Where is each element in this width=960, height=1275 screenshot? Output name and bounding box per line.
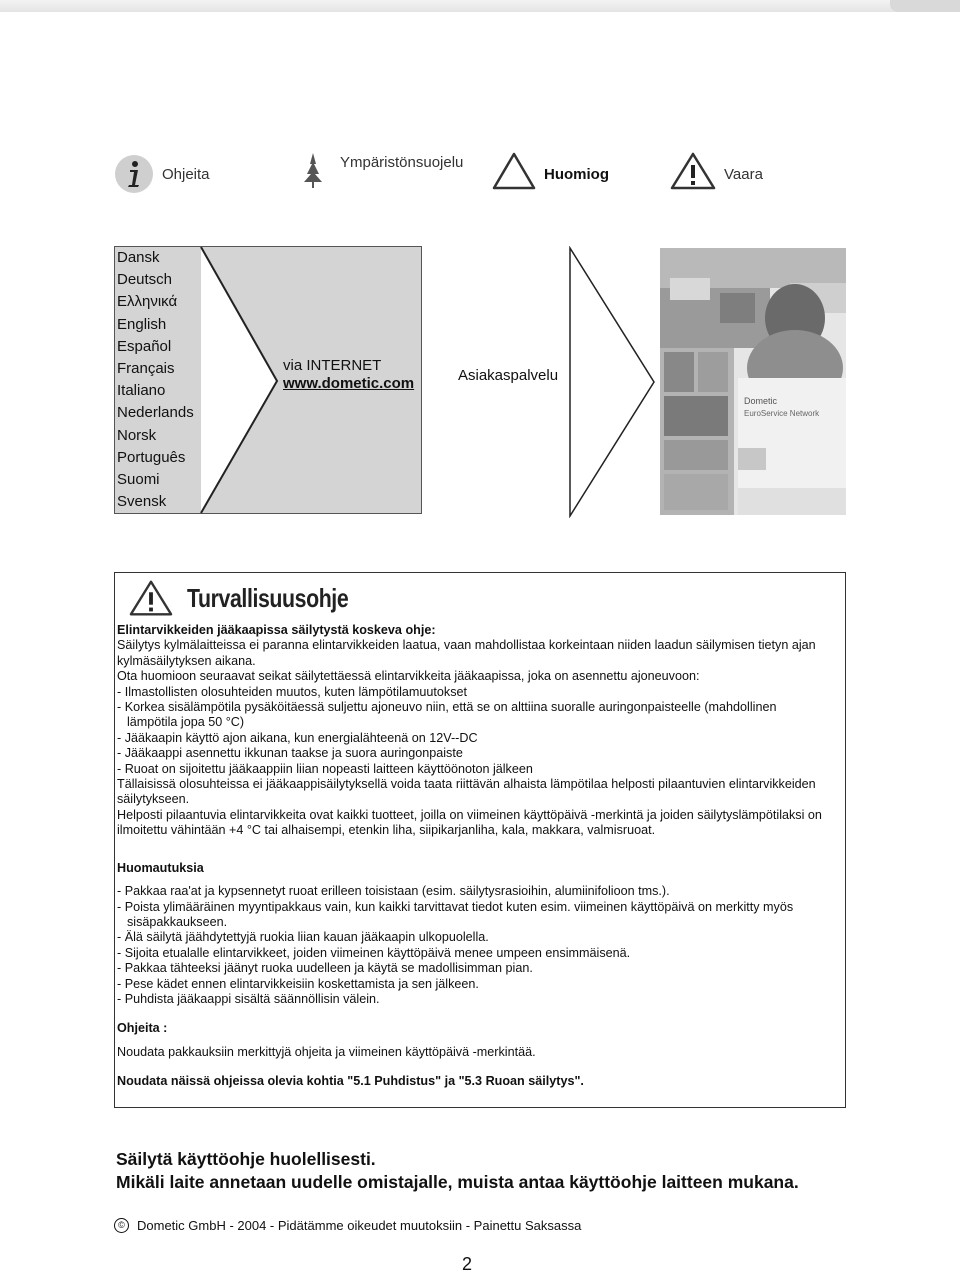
footer-notice — [116, 1148, 799, 1194]
language-box — [114, 246, 422, 514]
language-item: Suomi — [117, 470, 160, 488]
language-item: Español — [117, 337, 172, 355]
copyright-line — [114, 1218, 581, 1233]
safety-item: - Korkea sisälämpötila pysäköitäessä suljettu ajoneuvo niin, että se on alttiina suoralle auringonpaisteelle (mahdollinen — [117, 700, 777, 715]
safety-box — [114, 572, 846, 1108]
ohjeita-heading: Ohjeita : — [117, 1021, 168, 1036]
safety-paragraph: Helposti pilaantuvia elintarvikkeita ovat kaikki tuotteet, joilla on viimeinen käyttöpäivä -merkintä ja joiden säilytyslämpötilaksi on ilmoitettu vähintään +4 °C tai alhaisempi, etenkin liha, siipikarjanliha, kala, makkara, valmisruoat. — [117, 807, 822, 838]
note-item: - Älä säilytä jäähdytettyjä ruokia liian kauan jääkaapin ulkopuolella. — [117, 930, 489, 945]
copyright-text: Dometic GmbH - 2004 - Pidätämme oikeudet muutoksiin - Painettu Saksassa — [137, 1218, 582, 1233]
service-arrow-chevron — [568, 246, 658, 518]
danger-exclamation-icon — [670, 152, 716, 190]
brochure-network: EuroService Network — [744, 409, 820, 418]
language-item: Français — [117, 359, 175, 377]
safety-item: lämpötila jopa 50 °C) — [127, 715, 245, 730]
spacer — [117, 853, 842, 861]
top-bar-tab — [890, 0, 960, 12]
legend-caution-label: Huomiog — [544, 165, 609, 183]
language-item: Deutsch — [117, 271, 173, 289]
internet-info — [283, 357, 414, 393]
spacer — [117, 839, 842, 853]
info-icon — [114, 154, 154, 194]
copyright-icon: © — [114, 1218, 129, 1233]
note-item: - Puhdista jääkaappi sisältä säännöllisin välein. — [117, 991, 380, 1006]
legend-environment — [302, 152, 463, 188]
legend-instructions-label: Ohjeita — [162, 165, 210, 183]
warning-triangle-icon — [492, 152, 536, 190]
safety-lead: Ota huomioon seuraavat seikat säilytettäessä elintarvikkeita jääkaapissa, joka on asennettu ajoneuvoon: — [117, 669, 700, 684]
legend-caution — [492, 152, 609, 190]
legend-danger — [670, 152, 763, 190]
note-item: - Pakkaa tähteeksi jäänyt ruoka uudelleen ja käytä se madollisimman pian. — [117, 961, 533, 976]
note-item: sisäpakkaukseen. — [127, 914, 228, 929]
note-item: - Pese kädet ennen elintarvikkeisiin koskettamista ja sen jälkeen. — [117, 976, 479, 991]
safety-item: - Ruoat on sijoitettu jääkaappiin liian nopeasti laitteen käyttöönoton jälkeen — [117, 761, 533, 776]
spacer — [117, 1037, 842, 1045]
brochure-picture — [660, 248, 846, 515]
spacer — [117, 1060, 842, 1074]
language-item: Svensk — [117, 493, 167, 511]
language-item: English — [117, 315, 167, 333]
notes-heading: Huomautuksia — [117, 860, 204, 875]
page-number: 2 — [462, 1254, 473, 1274]
language-item: Italiano — [117, 382, 166, 400]
legend-danger-label: Vaara — [724, 165, 763, 183]
spacer — [117, 876, 842, 884]
safety-title: Turvallisuusohje — [187, 583, 349, 613]
language-list — [117, 247, 194, 513]
safety-heading: Elintarvikkeiden jääkaapissa säilytystä koskeva ohje: — [117, 623, 436, 637]
footer-line: Säilytä käyttöohje huolellisesti. — [116, 1149, 376, 1169]
note-item: - Poista ylimääräinen myyntipakkaus vain, kun kaikki tarvittavat tiedot kuten esim. viimeinen käyttöpäivä on merkitty myös — [117, 899, 794, 914]
legend-environment-label: Ympäristönsuojelu — [340, 153, 464, 171]
safety-item: - Ilmastollisten olosuhteiden muutos, kuten lämpötilamuutokset — [117, 684, 468, 699]
note-item: - Sijoita etualalle elintarvikkeet, joiden viimeinen käyttöpäivä menee umpeen ensimmäisenä. — [117, 945, 631, 960]
safety-content — [117, 623, 842, 1090]
tree-icon — [302, 152, 324, 188]
internet-url-link[interactable]: www.dometic.com — [283, 375, 415, 392]
legend-instructions — [114, 154, 210, 194]
danger-exclamation-icon — [129, 579, 173, 617]
language-item: Ελληνικά — [117, 293, 178, 311]
arrow-chevron — [199, 247, 279, 515]
safety-item: - Jääkaappi asennettu ikkunan taakse ja suora auringonpaiste — [117, 746, 463, 761]
safety-intro: Säilytys kylmälaitteissa ei paranna elintarvikkeiden laatua, vaan mahdollistaa korkeintaan niiden laadun säilymisen tietyn ajan kylmäsäilytyksen aikana. — [117, 638, 816, 668]
customer-service-label: Asiakaspalvelu — [458, 367, 559, 384]
top-bar — [0, 0, 960, 12]
language-item: Dansk — [117, 249, 160, 266]
final-instruction: Noudata näissä ohjeissa olevia kohtia "5.1 Puhdistus" ja "5.3 Ruoan säilytys". — [117, 1074, 584, 1089]
language-item: Português — [117, 448, 186, 466]
brochure-brand: Dometic — [744, 396, 778, 406]
ohjeita-text: Noudata pakkauksiin merkittyjä ohjeita ja viimeinen käyttöpäivä -merkintää. — [117, 1044, 536, 1059]
language-item: Norsk — [117, 426, 157, 444]
language-item: Nederlands — [117, 404, 194, 422]
spacer — [117, 1007, 842, 1021]
safety-item: - Jääkaapin käyttö ajon aikana, kun energialähteenä on 12V--DC — [117, 730, 478, 745]
safety-paragraph: Tällaisissä olosuhteissa ei jääkaappisäilytyksellä voida taata riittävän alhaista lämpötilaa helposti pilaantuvien elintarvikkeiden säilytykseen. — [117, 777, 816, 807]
service-brochure-image — [660, 248, 846, 515]
note-item: - Pakkaa raa'at ja kypsennetyt ruoat erilleen toisistaan (esim. säilytysrasioihin, alumiinifolioon tms.). — [117, 884, 670, 899]
footer-line: Mikäli laite annetaan uudelle omistajalle, muista antaa käyttöohje laitteen mukana. — [116, 1172, 799, 1192]
internet-label: via INTERNET — [283, 357, 382, 374]
